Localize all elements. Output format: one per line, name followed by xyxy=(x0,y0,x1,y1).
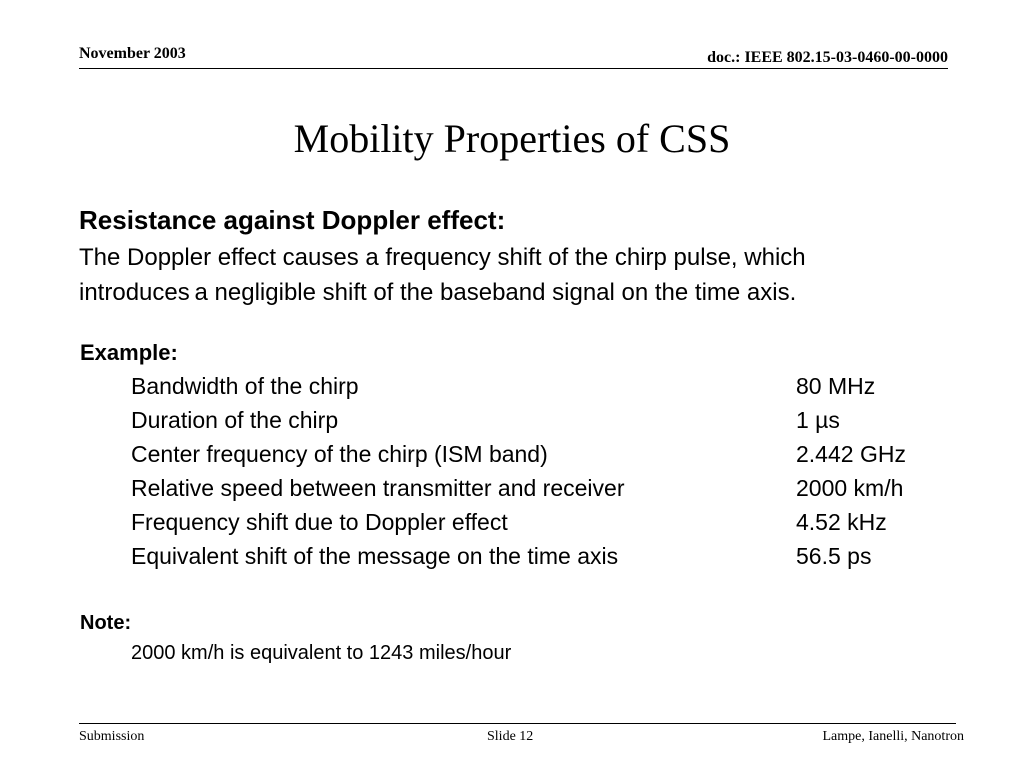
footer-submission: Submission xyxy=(79,729,145,744)
parameter-value: 2.442 GHz xyxy=(796,441,906,467)
footer-divider xyxy=(79,723,956,724)
parameter-value: 4.52 kHz xyxy=(796,509,887,535)
header-date: November 2003 xyxy=(79,45,186,62)
footer-authors: Lampe, Ianelli, Nanotron xyxy=(822,729,964,744)
parameter-label: Duration of the chirp xyxy=(131,407,339,433)
intro-line: introduces a negligible shift of the baseband signal on the time axis. xyxy=(79,279,797,306)
note-text: 2000 km/h is equivalent to 1243 miles/hour xyxy=(131,642,512,664)
parameter-value: 1 µs xyxy=(796,407,840,433)
parameter-row xyxy=(131,540,951,574)
parameter-value: 80 MHz xyxy=(796,373,876,399)
intro-heading: Resistance against Doppler effect: xyxy=(79,205,506,235)
parameter-label: Bandwidth of the chirp xyxy=(131,373,359,399)
parameter-row xyxy=(131,506,951,540)
footer-slide-number: Slide 12 xyxy=(487,729,534,744)
example-parameter-table xyxy=(131,370,951,574)
slide-title: Mobility Properties of CSS xyxy=(293,116,731,161)
parameter-value: 2000 km/h xyxy=(796,475,904,501)
note-heading: Note: xyxy=(80,612,132,634)
parameter-row xyxy=(131,370,951,404)
header-doc-id: doc.: IEEE 802.15-03-0460-00-0000 xyxy=(707,49,948,66)
parameter-label: Frequency shift due to Doppler effect xyxy=(131,509,508,535)
parameter-row xyxy=(131,472,951,506)
parameter-value: 56.5 ps xyxy=(796,543,872,569)
parameter-row xyxy=(131,404,951,438)
parameter-row xyxy=(131,438,951,472)
example-heading: Example: xyxy=(80,340,178,365)
parameter-label: Center frequency of the chirp (ISM band) xyxy=(131,441,548,467)
header-divider xyxy=(79,68,948,69)
parameter-label: Relative speed between transmitter and receiver xyxy=(131,475,625,501)
parameter-label: Equivalent shift of the message on the time axis xyxy=(131,543,619,569)
intro-line: The Doppler effect causes a frequency shift of the chirp pulse, which xyxy=(79,244,806,271)
